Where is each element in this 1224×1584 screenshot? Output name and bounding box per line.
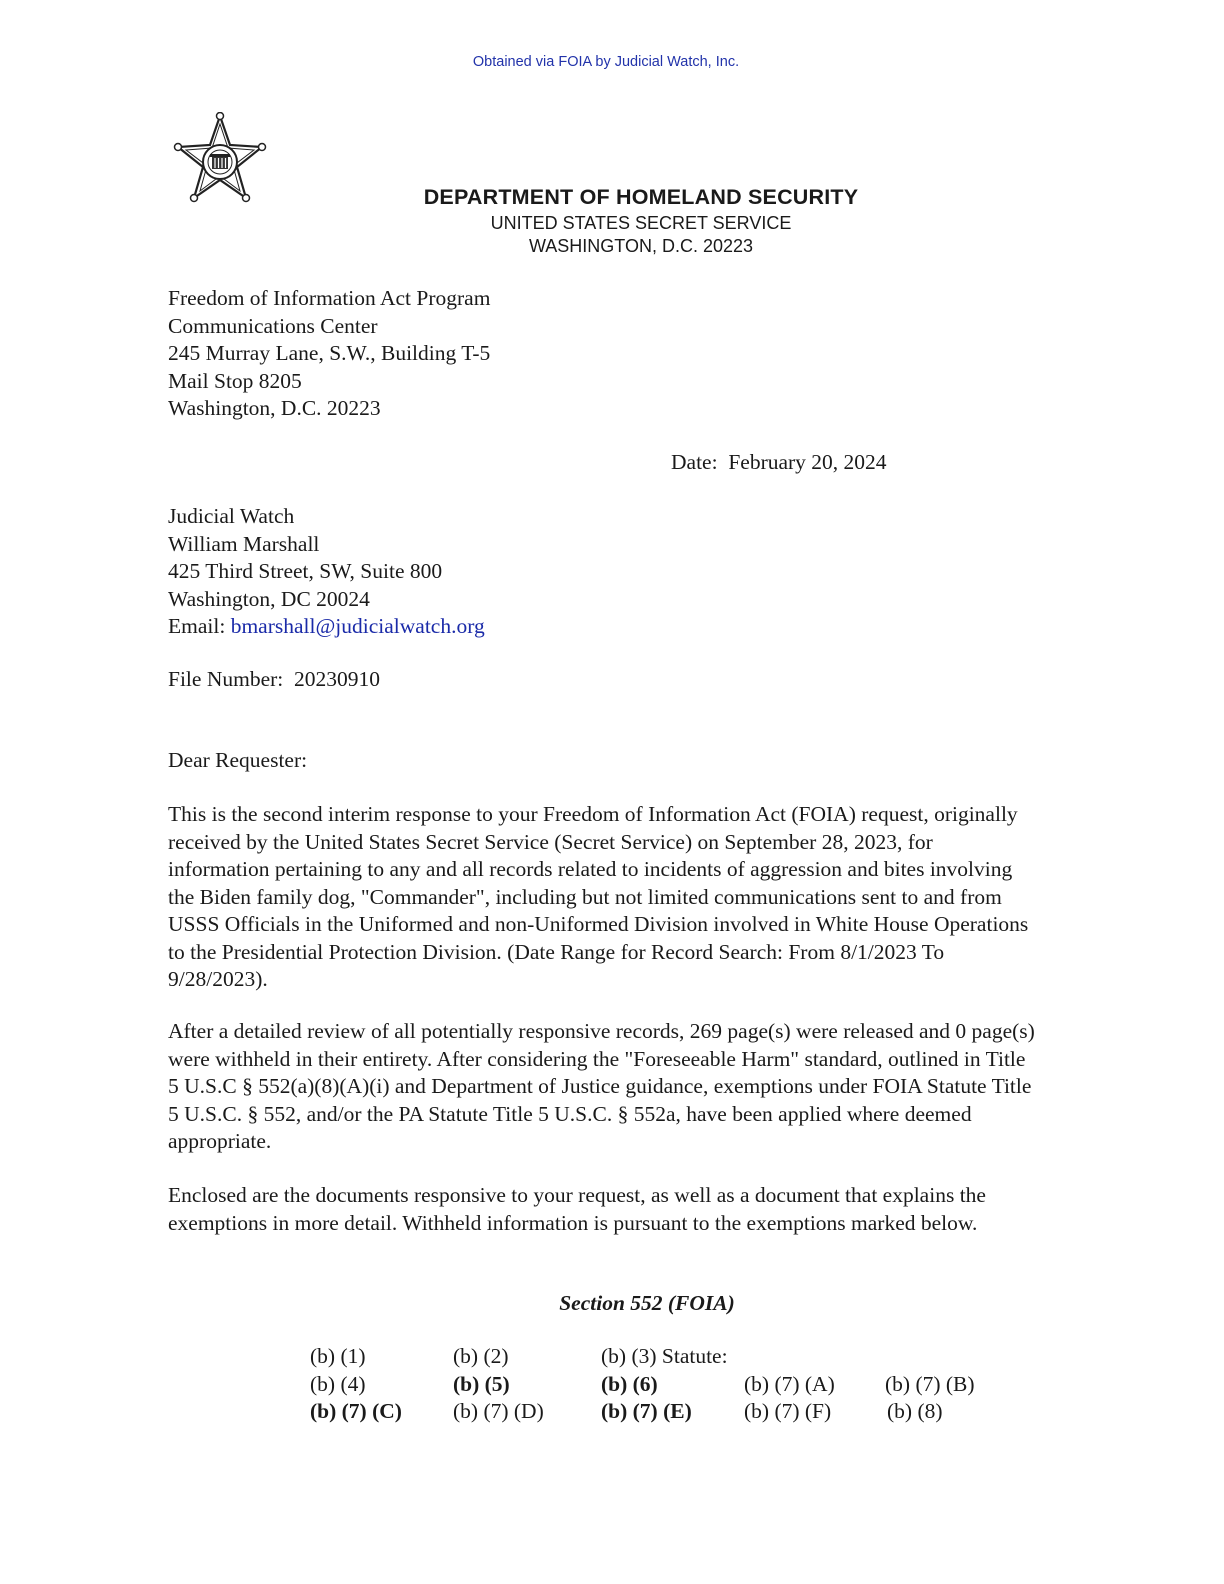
paragraph-line: 5 U.S.C. § 552, and/or the PA Statute Title 5 U.S.C. § 552a, have been applied where deemed [168,1101,972,1126]
recipient-address [168,503,485,641]
paragraph-line: the Biden family dog, "Commander", including but not limited communications sent to and from [168,884,1002,909]
paragraph-line: exemptions in more detail. Withheld information is pursuant to the exemptions marked below. [168,1210,978,1235]
salutation: Dear Requester: [168,748,308,772]
secret-service-star-seal-icon [170,112,270,212]
email-link[interactable]: bmarshall@judicialwatch.org [230,614,485,638]
exemption-b4: (b) (4) [310,1372,366,1396]
exemption-b2: (b) (2) [453,1344,509,1368]
exemption-b6-selected: (b) (6) [601,1372,658,1396]
service-heading: UNITED STATES SECRET SERVICE [490,213,792,233]
section-title: Section 552 (FOIA) [559,1291,735,1315]
sender-address-line: Mail Stop 8205 [168,368,302,393]
paragraph-line: This is the second interim response to your Freedom of Information Act (FOIA) request, originally [168,802,1018,826]
exemption-b3: (b) (3) Statute: [601,1344,728,1368]
agency-heading: DEPARTMENT OF HOMELAND SECURITY [423,185,859,209]
exemption-b8: (b) (8) [887,1399,943,1423]
letter-date [671,449,887,477]
body-paragraph [168,1018,1133,1156]
paragraph-line: 5 U.S.C § 552(a)(8)(A)(i) and Department of Justice guidance, exemptions under FOIA Statute Title [168,1074,1032,1098]
file-number-value: 20230910 [294,667,380,691]
paragraph-line: received by the United States Secret Service (Secret Service) on September 28, 2023, for [168,829,933,854]
sender-address [168,285,490,423]
sender-address-line: Freedom of Information Act Program [168,286,491,310]
body-paragraph [168,1182,1133,1237]
sender-address-line: Washington, D.C. 20223 [168,396,381,420]
date-value: February 20, 2024 [728,450,887,474]
foia-watermark: Obtained via FOIA by Judicial Watch, Inc. [472,54,740,70]
exemption-b5-selected: (b) (5) [453,1372,510,1396]
recipient-line: William Marshall [168,531,320,556]
paragraph-line: 9/28/2023). [168,967,268,991]
exemption-b7b: (b) (7) (B) [885,1372,975,1396]
sender-address-line: 245 Murray Lane, S.W., Building T-5 [168,341,491,365]
paragraph-line: Enclosed are the documents responsive to your request, as well as a document that explains the [168,1183,986,1207]
paragraph-line: information pertaining to any and all records related to incidents of aggression and bites involving [168,857,1013,881]
exemption-b7c-selected: (b) (7) (C) [310,1399,402,1423]
recipient-line: 425 Third Street, SW, Suite 800 [168,559,443,583]
recipient-line: Judicial Watch [168,504,295,528]
exemption-b7e-selected: (b) (7) (E) [601,1399,692,1423]
exemption-b7a: (b) (7) (A) [744,1372,835,1396]
file-number [168,666,380,694]
paragraph-line: USSS Officials in the Uniformed and non-Uniformed Division involved in White House Operations [168,912,1029,936]
paragraph-line: appropriate. [168,1129,272,1153]
body-paragraph [168,801,1133,994]
exemption-b1: (b) (1) [310,1344,366,1368]
email-label: Email: [168,614,226,638]
exemption-b7f: (b) (7) (F) [744,1399,832,1423]
sender-address-line: Communications Center [168,313,378,338]
date-label: Date: [671,450,718,474]
exemption-b7d: (b) (7) (D) [453,1399,544,1423]
paragraph-line: were withheld in their entirety. After considering the "Foreseeable Harm" standard, outlined in Title [168,1046,1026,1071]
recipient-email-line [168,613,485,641]
recipient-line: Washington, DC 20024 [168,586,370,611]
paragraph-line: After a detailed review of all potentially responsive records, 269 page(s) were released and 0 page(s) [168,1019,1035,1043]
paragraph-line: to the Presidential Protection Division. (Date Range for Record Search: From 8/1/2023 To [168,939,945,964]
location-heading: WASHINGTON, D.C. 20223 [528,236,754,256]
file-number-label: File Number: [168,667,284,691]
